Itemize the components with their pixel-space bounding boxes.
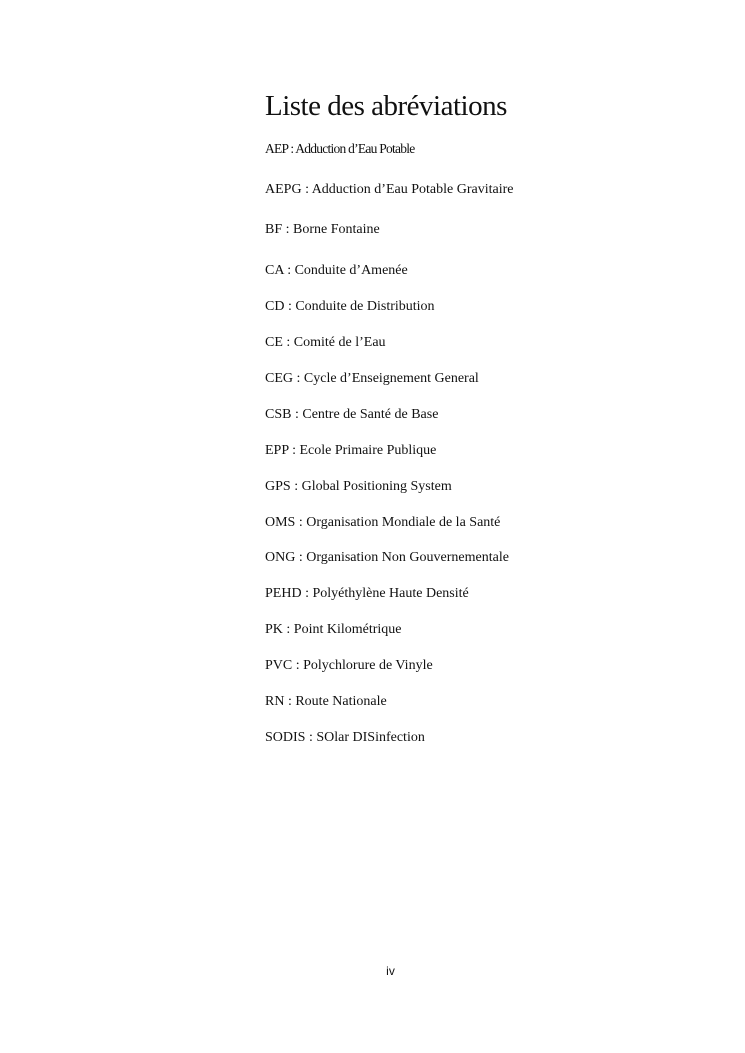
abbreviation-meaning: Comité de l’Eau	[293, 335, 386, 350]
abbreviation-item: BF : Borne Fontaine	[265, 222, 380, 237]
abbreviation-code: PVC	[265, 658, 293, 673]
abbreviation-code: GPS	[265, 479, 291, 494]
abbreviation-code: PK	[265, 622, 283, 637]
abbreviation-item: CE : Comité de l’Eau	[265, 335, 386, 350]
abbreviation-item: PK : Point Kilométrique	[265, 622, 402, 637]
page-title: Liste des abréviations	[265, 90, 507, 122]
abbreviation-code: RN	[265, 694, 285, 709]
abbreviation-code: CA	[265, 263, 284, 278]
abbreviation-item: CSB : Centre de Santé de Base	[265, 407, 439, 422]
abbreviation-item: ONG : Organisation Non Gouvernementale	[265, 550, 509, 565]
abbreviation-meaning: Ecole Primaire Publique	[299, 443, 437, 458]
abbreviation-meaning: Point Kilométrique	[293, 622, 402, 637]
abbreviation-meaning: Conduite de Distribution	[295, 299, 435, 314]
abbreviation-item: CD : Conduite de Distribution	[265, 299, 435, 314]
abbreviation-item: GPS : Global Positioning System	[265, 479, 452, 494]
abbreviation-code: AEP	[265, 141, 288, 156]
abbreviation-code: BF	[265, 222, 283, 237]
abbreviation-code: EPP	[265, 443, 289, 458]
abbreviation-meaning: Organisation Non Gouvernementale	[306, 550, 509, 565]
abbreviation-meaning: Adduction d’Eau Potable	[295, 141, 415, 156]
abbreviation-item: PEHD : Polyéthylène Haute Densité	[265, 586, 469, 601]
abbreviation-meaning: Route Nationale	[295, 694, 387, 709]
abbreviation-code: SODIS	[265, 730, 306, 745]
abbreviation-code: AEPG	[265, 182, 302, 197]
abbreviation-code: PEHD	[265, 586, 302, 601]
abbreviation-code: OMS	[265, 515, 296, 530]
abbreviation-item: SODIS : SOlar DISinfection	[265, 730, 425, 745]
abbreviation-item: RN : Route Nationale	[265, 694, 387, 709]
abbreviation-item: OMS : Organisation Mondiale de la Santé	[265, 515, 501, 530]
abbreviation-meaning: Organisation Mondiale de la Santé	[306, 515, 501, 530]
abbreviation-meaning: Conduite d’Amenée	[294, 263, 408, 278]
abbreviation-meaning: Centre de Santé de Base	[302, 407, 439, 422]
abbreviation-item: CA : Conduite d’Amenée	[265, 263, 408, 278]
abbreviation-meaning: Borne Fontaine	[293, 222, 380, 237]
abbreviation-meaning: Global Positioning System	[301, 479, 452, 494]
page-number: iv	[386, 964, 395, 978]
abbreviation-meaning: Cycle d’Enseignement General	[303, 371, 479, 386]
abbreviation-item: AEP : Adduction d’Eau Potable	[265, 141, 415, 156]
abbreviation-item: CEG : Cycle d’Enseignement General	[265, 371, 479, 386]
abbreviation-code: ONG	[265, 550, 296, 565]
abbreviation-code: CE	[265, 335, 283, 350]
abbreviation-meaning: Polyéthylène Haute Densité	[312, 586, 469, 601]
abbreviation-code: CEG	[265, 371, 293, 386]
abbreviation-code: CD	[265, 299, 285, 314]
abbreviation-item: PVC : Polychlorure de Vinyle	[265, 658, 433, 673]
abbreviation-meaning: SOlar DISinfection	[316, 730, 425, 745]
abbreviation-meaning: Adduction d’Eau Potable Gravitaire	[311, 182, 514, 197]
abbreviation-meaning: Polychlorure de Vinyle	[303, 658, 433, 673]
abbreviation-item: EPP : Ecole Primaire Publique	[265, 443, 437, 458]
abbreviation-item: AEPG : Adduction d’Eau Potable Gravitaire	[265, 182, 514, 197]
abbreviation-code: CSB	[265, 407, 292, 422]
